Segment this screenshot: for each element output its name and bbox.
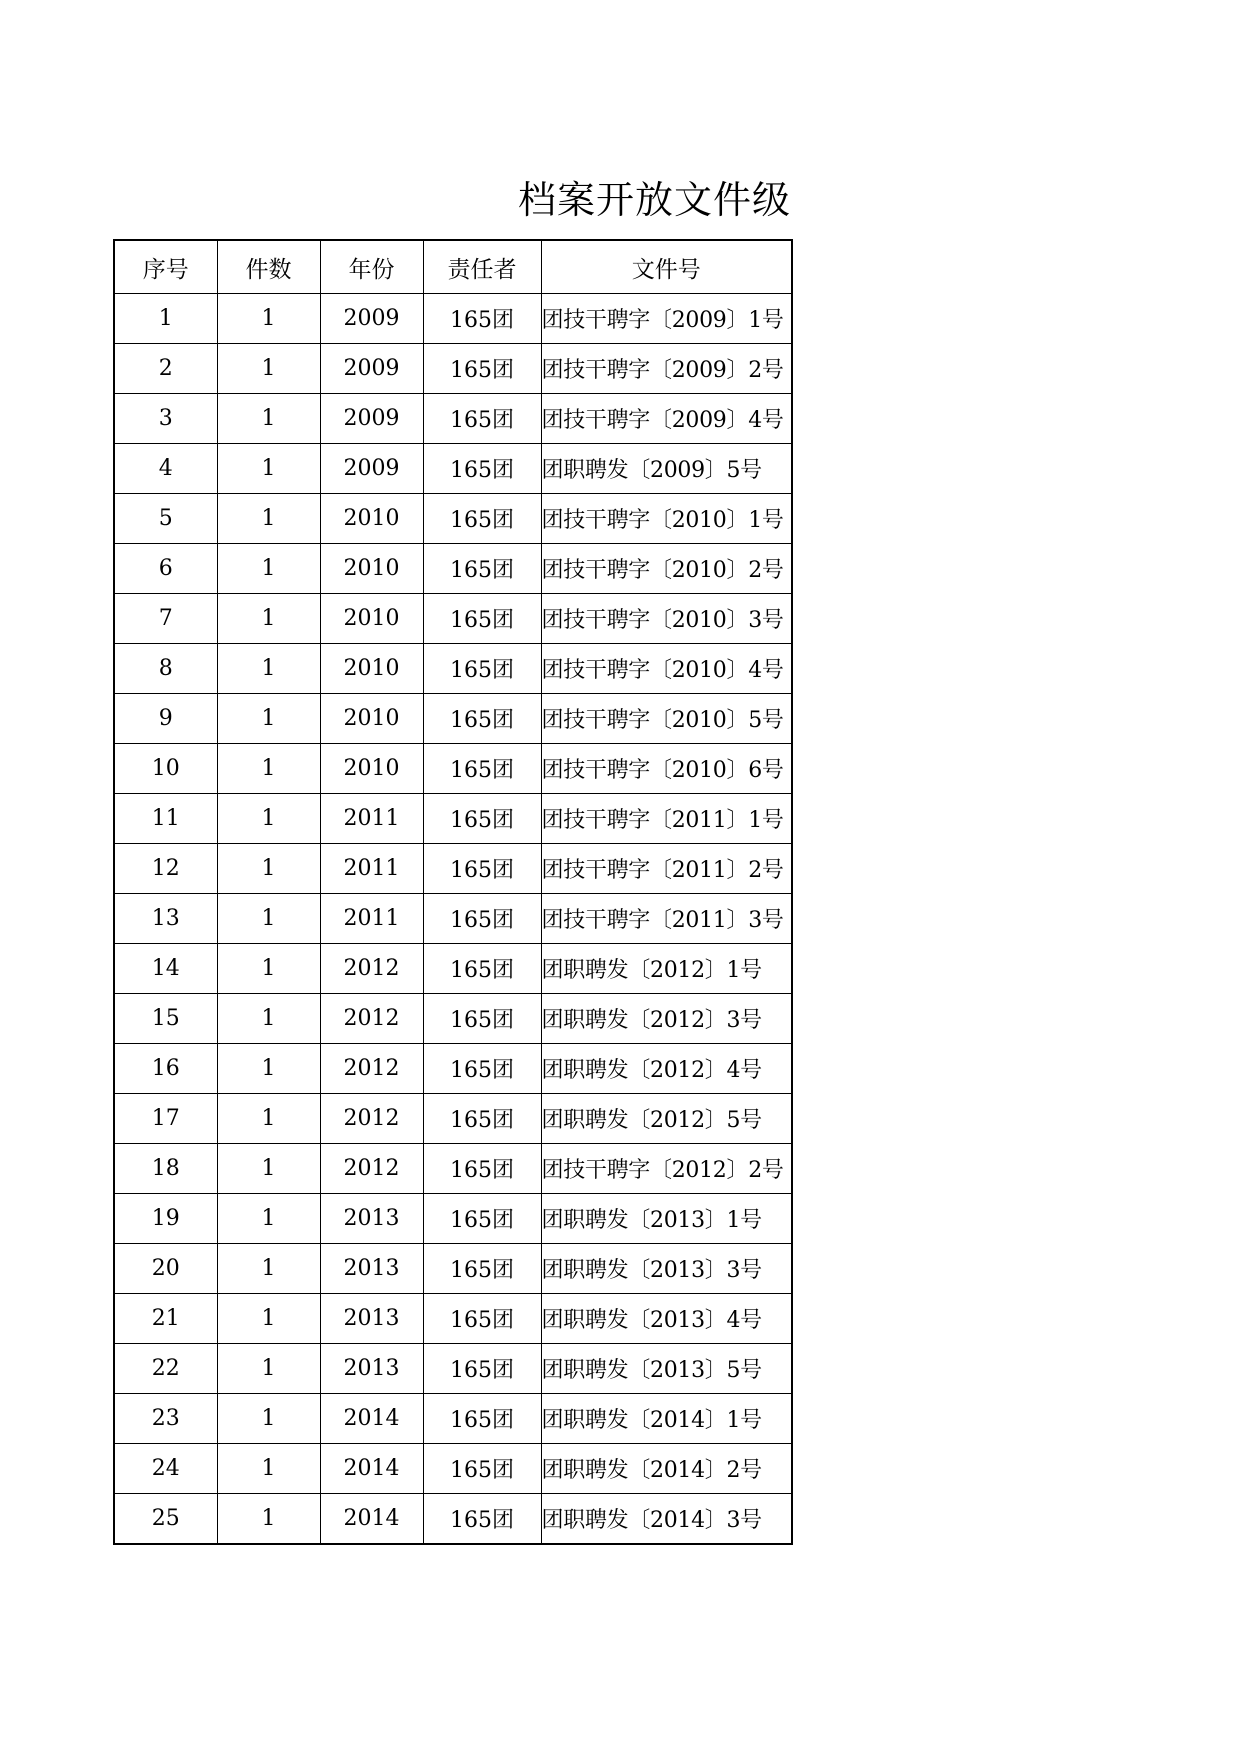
cell-count: 1 — [217, 844, 320, 894]
cell-responsible: 165团 — [423, 344, 541, 394]
column-header-year: 年份 — [320, 240, 423, 294]
cell-seq: 1 — [114, 294, 217, 344]
cell-year: 2011 — [320, 794, 423, 844]
cell-responsible: 165团 — [423, 894, 541, 944]
cell-count: 1 — [217, 294, 320, 344]
cell-seq: 6 — [114, 544, 217, 594]
cell-count: 1 — [217, 1444, 320, 1494]
cell-count: 1 — [217, 1044, 320, 1094]
table-row — [114, 344, 792, 394]
cell-doc-no: 团技干聘字〔2010〕4号 — [541, 644, 792, 694]
cell-doc-no: 团技干聘字〔2010〕2号 — [541, 544, 792, 594]
table-row — [114, 544, 792, 594]
cell-year: 2010 — [320, 744, 423, 794]
cell-count: 1 — [217, 944, 320, 994]
cell-count: 1 — [217, 694, 320, 744]
cell-doc-no: 团技干聘字〔2011〕2号 — [541, 844, 792, 894]
table-row — [114, 1194, 792, 1244]
cell-seq: 13 — [114, 894, 217, 944]
cell-responsible: 165团 — [423, 1444, 541, 1494]
cell-responsible: 165团 — [423, 1244, 541, 1294]
cell-responsible: 165团 — [423, 1044, 541, 1094]
cell-seq: 15 — [114, 994, 217, 1044]
table-row — [114, 994, 792, 1044]
cell-responsible: 165团 — [423, 444, 541, 494]
table-row — [114, 1344, 792, 1394]
cell-responsible: 165团 — [423, 594, 541, 644]
cell-seq: 22 — [114, 1344, 217, 1394]
table-header-row — [114, 240, 792, 294]
cell-year: 2010 — [320, 544, 423, 594]
cell-count: 1 — [217, 1194, 320, 1244]
cell-year: 2012 — [320, 1044, 423, 1094]
cell-count: 1 — [217, 494, 320, 544]
cell-seq: 9 — [114, 694, 217, 744]
cell-count: 1 — [217, 994, 320, 1044]
cell-doc-no: 团技干聘字〔2011〕3号 — [541, 894, 792, 944]
cell-year: 2010 — [320, 494, 423, 544]
cell-doc-no: 团技干聘字〔2009〕1号 — [541, 294, 792, 344]
cell-responsible: 165团 — [423, 1494, 541, 1545]
cell-year: 2011 — [320, 894, 423, 944]
cell-count: 1 — [217, 1394, 320, 1444]
cell-responsible: 165团 — [423, 644, 541, 694]
cell-year: 2013 — [320, 1344, 423, 1394]
cell-year: 2009 — [320, 394, 423, 444]
cell-count: 1 — [217, 344, 320, 394]
table-row — [114, 1144, 792, 1194]
cell-doc-no: 团职聘发〔2012〕5号 — [541, 1094, 792, 1144]
cell-seq: 4 — [114, 444, 217, 494]
table-row — [114, 1394, 792, 1444]
cell-count: 1 — [217, 894, 320, 944]
cell-year: 2009 — [320, 344, 423, 394]
cell-seq: 14 — [114, 944, 217, 994]
table-row — [114, 1244, 792, 1294]
cell-doc-no: 团职聘发〔2014〕2号 — [541, 1444, 792, 1494]
cell-responsible: 165团 — [423, 1294, 541, 1344]
cell-count: 1 — [217, 544, 320, 594]
cell-count: 1 — [217, 1244, 320, 1294]
cell-doc-no: 团职聘发〔2013〕4号 — [541, 1294, 792, 1344]
cell-doc-no: 团职聘发〔2012〕4号 — [541, 1044, 792, 1094]
cell-count: 1 — [217, 1294, 320, 1344]
archive-table — [113, 239, 793, 1545]
cell-seq: 2 — [114, 344, 217, 394]
cell-seq: 16 — [114, 1044, 217, 1094]
table-row — [114, 294, 792, 344]
cell-year: 2013 — [320, 1244, 423, 1294]
table-row — [114, 394, 792, 444]
cell-year: 2010 — [320, 694, 423, 744]
cell-responsible: 165团 — [423, 494, 541, 544]
cell-count: 1 — [217, 1494, 320, 1545]
cell-count: 1 — [217, 794, 320, 844]
cell-seq: 21 — [114, 1294, 217, 1344]
column-header-responsible: 责任者 — [423, 240, 541, 294]
cell-seq: 19 — [114, 1194, 217, 1244]
cell-doc-no: 团技干聘字〔2010〕3号 — [541, 594, 792, 644]
cell-seq: 17 — [114, 1094, 217, 1144]
cell-doc-no: 团职聘发〔2012〕1号 — [541, 944, 792, 994]
table-row — [114, 1444, 792, 1494]
cell-year: 2014 — [320, 1444, 423, 1494]
table-row — [114, 844, 792, 894]
cell-responsible: 165团 — [423, 744, 541, 794]
cell-year: 2012 — [320, 1144, 423, 1194]
table-row — [114, 944, 792, 994]
cell-seq: 11 — [114, 794, 217, 844]
cell-seq: 18 — [114, 1144, 217, 1194]
cell-responsible: 165团 — [423, 1144, 541, 1194]
cell-doc-no: 团职聘发〔2013〕5号 — [541, 1344, 792, 1394]
cell-doc-no: 团职聘发〔2012〕3号 — [541, 994, 792, 1044]
table-row — [114, 1294, 792, 1344]
cell-count: 1 — [217, 644, 320, 694]
cell-seq: 10 — [114, 744, 217, 794]
cell-seq: 5 — [114, 494, 217, 544]
cell-year: 2012 — [320, 994, 423, 1044]
table-row — [114, 1494, 792, 1545]
cell-seq: 20 — [114, 1244, 217, 1294]
cell-doc-no: 团技干聘字〔2009〕4号 — [541, 394, 792, 444]
cell-year: 2011 — [320, 844, 423, 894]
cell-doc-no: 团技干聘字〔2009〕2号 — [541, 344, 792, 394]
cell-seq: 8 — [114, 644, 217, 694]
cell-doc-no: 团技干聘字〔2012〕2号 — [541, 1144, 792, 1194]
table-body — [114, 294, 792, 1545]
table-row — [114, 694, 792, 744]
table-row — [114, 444, 792, 494]
cell-responsible: 165团 — [423, 694, 541, 744]
table-row — [114, 794, 792, 844]
cell-seq: 12 — [114, 844, 217, 894]
page-title: 档案开放文件级 — [518, 178, 792, 222]
cell-responsible: 165团 — [423, 1344, 541, 1394]
cell-count: 1 — [217, 1344, 320, 1394]
cell-doc-no: 团职聘发〔2014〕1号 — [541, 1394, 792, 1444]
cell-seq: 3 — [114, 394, 217, 444]
column-header-seq: 序号 — [114, 240, 217, 294]
table-row — [114, 494, 792, 544]
cell-year: 2013 — [320, 1294, 423, 1344]
column-header-doc-no: 文件号 — [541, 240, 792, 294]
cell-year: 2014 — [320, 1394, 423, 1444]
cell-year: 2009 — [320, 294, 423, 344]
cell-doc-no: 团职聘发〔2009〕5号 — [541, 444, 792, 494]
cell-responsible: 165团 — [423, 544, 541, 594]
cell-responsible: 165团 — [423, 1394, 541, 1444]
cell-year: 2012 — [320, 944, 423, 994]
cell-responsible: 165团 — [423, 994, 541, 1044]
cell-count: 1 — [217, 1094, 320, 1144]
cell-year: 2010 — [320, 594, 423, 644]
cell-responsible: 165团 — [423, 1094, 541, 1144]
cell-responsible: 165团 — [423, 794, 541, 844]
cell-doc-no: 团技干聘字〔2011〕1号 — [541, 794, 792, 844]
cell-doc-no: 团技干聘字〔2010〕5号 — [541, 694, 792, 744]
table-row — [114, 744, 792, 794]
column-header-count: 件数 — [217, 240, 320, 294]
cell-year: 2014 — [320, 1494, 423, 1545]
cell-count: 1 — [217, 444, 320, 494]
table-row — [114, 1094, 792, 1144]
cell-seq: 23 — [114, 1394, 217, 1444]
cell-year: 2012 — [320, 1094, 423, 1144]
table-row — [114, 594, 792, 644]
cell-count: 1 — [217, 744, 320, 794]
cell-doc-no: 团技干聘字〔2010〕1号 — [541, 494, 792, 544]
cell-responsible: 165团 — [423, 294, 541, 344]
cell-doc-no: 团技干聘字〔2010〕6号 — [541, 744, 792, 794]
cell-responsible: 165团 — [423, 844, 541, 894]
cell-count: 1 — [217, 394, 320, 444]
cell-year: 2013 — [320, 1194, 423, 1244]
cell-doc-no: 团职聘发〔2014〕3号 — [541, 1494, 792, 1545]
cell-responsible: 165团 — [423, 1194, 541, 1244]
cell-seq: 7 — [114, 594, 217, 644]
table-row — [114, 644, 792, 694]
cell-seq: 25 — [114, 1494, 217, 1545]
table-row — [114, 894, 792, 944]
cell-year: 2010 — [320, 644, 423, 694]
cell-seq: 24 — [114, 1444, 217, 1494]
cell-count: 1 — [217, 1144, 320, 1194]
cell-count: 1 — [217, 594, 320, 644]
cell-doc-no: 团职聘发〔2013〕1号 — [541, 1194, 792, 1244]
table-row — [114, 1044, 792, 1094]
cell-doc-no: 团职聘发〔2013〕3号 — [541, 1244, 792, 1294]
cell-year: 2009 — [320, 444, 423, 494]
cell-responsible: 165团 — [423, 944, 541, 994]
cell-responsible: 165团 — [423, 394, 541, 444]
